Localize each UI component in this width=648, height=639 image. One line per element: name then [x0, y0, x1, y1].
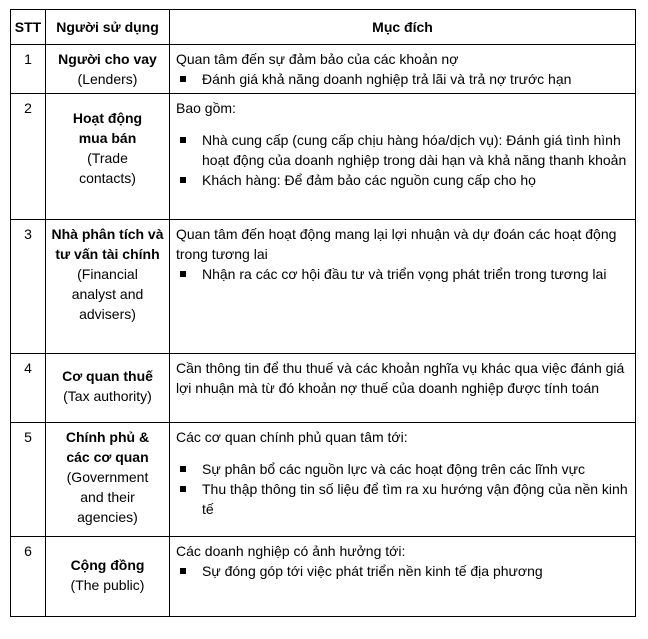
user-name: Cơ quan thuế: [62, 368, 153, 384]
goal-list: [176, 459, 629, 519]
user-cell: [46, 354, 170, 423]
header-goal: Mục đích: [170, 10, 636, 45]
goal-list: [176, 130, 629, 190]
user-cell: [46, 537, 170, 617]
user-english: (Government and their agencies): [66, 469, 149, 525]
goal-lead: Cần thông tin để thu thuế và các khoản nghĩa vụ khác qua việc đánh giá lợi nhuận mà từ đó khoản nợ thuế của doanh nghiệp được tính toán: [176, 360, 625, 396]
user-name: Nhà phân tích và tư vấn tài chính: [51, 226, 164, 262]
table-row: [11, 354, 636, 423]
list-item: Đánh giá khả năng doanh nghiệp trả lãi và trả nợ trước hạn: [176, 69, 629, 89]
goal-lead: Các doanh nghiệp có ảnh hưởng tới:: [176, 543, 406, 559]
user-english: (Tax authority): [63, 388, 152, 404]
goal-list: [176, 561, 629, 581]
goal-cell: [170, 537, 636, 617]
user-english: (Lenders): [77, 71, 138, 87]
row-number: 6: [11, 537, 46, 617]
table-row: [11, 423, 636, 537]
user-english: (The public): [70, 577, 145, 593]
row-number: 5: [11, 423, 46, 537]
user-name: Cộng đồng: [70, 557, 145, 573]
goal-cell: [170, 423, 636, 537]
row-number: 2: [11, 94, 46, 220]
goal-cell: [170, 94, 636, 220]
square-bullet-icon: [180, 466, 186, 472]
table-row: [11, 537, 636, 617]
user-cell: [46, 94, 170, 220]
header-row: [11, 10, 636, 45]
user-cell: [46, 220, 170, 354]
header-stt: STT: [11, 10, 46, 45]
user-english: (Financial analyst and advisers): [71, 266, 144, 322]
square-bullet-icon: [180, 177, 186, 183]
user-cell: [46, 423, 170, 537]
user-name: Người cho vay: [58, 51, 157, 67]
goal-lead: Bao gồm:: [176, 100, 236, 116]
list-item: Nhà cung cấp (cung cấp chịu hàng hóa/dịch vụ): Đánh giá tình hình hoạt động của doanh nghiệp trong dài hạn và khả năng thanh khoản: [176, 130, 629, 170]
table-row: [11, 45, 636, 94]
list-item: Sự phân bổ các nguồn lực và các hoạt động trên các lĩnh vực: [176, 459, 629, 479]
user-name: Chính phủ & các cơ quan: [65, 429, 150, 465]
square-bullet-icon: [180, 271, 186, 277]
goal-lead: Quan tâm đến hoạt động mang lại lợi nhuận và dự đoán các hoạt động trong tương lai: [176, 226, 617, 262]
row-number: 4: [11, 354, 46, 423]
goal-cell: [170, 220, 636, 354]
list-item: Thu thập thông tin số liệu để tìm ra xu hướng vận động của nền kinh tế: [176, 479, 629, 519]
goal-lead: Quan tâm đến sự đảm bảo của các khoản nợ: [176, 51, 459, 67]
table-row: [11, 94, 636, 220]
user-english: (Trade contacts): [79, 150, 136, 186]
row-number: 1: [11, 45, 46, 94]
user-cell: [46, 45, 170, 94]
users-table: [10, 9, 636, 617]
table-row: [11, 220, 636, 354]
goal-lead: Các cơ quan chính phủ quan tâm tới:: [176, 429, 408, 445]
goal-list: [176, 264, 629, 284]
square-bullet-icon: [180, 568, 186, 574]
list-item: Nhận ra các cơ hội đầu tư và triển vọng phát triển trong tương lai: [176, 264, 629, 284]
goal-list: [176, 69, 629, 89]
goal-cell: [170, 354, 636, 423]
user-name: Hoạt động mua bán: [72, 110, 143, 146]
header-user: Người sử dụng: [46, 10, 170, 45]
row-number: 3: [11, 220, 46, 354]
list-item: Khách hàng: Để đảm bảo các nguồn cung cấp cho họ: [176, 170, 629, 190]
square-bullet-icon: [180, 137, 186, 143]
square-bullet-icon: [180, 486, 186, 492]
goal-cell: [170, 45, 636, 94]
square-bullet-icon: [180, 76, 186, 82]
list-item: Sự đóng góp tới việc phát triển nền kinh tế địa phương: [176, 561, 629, 581]
